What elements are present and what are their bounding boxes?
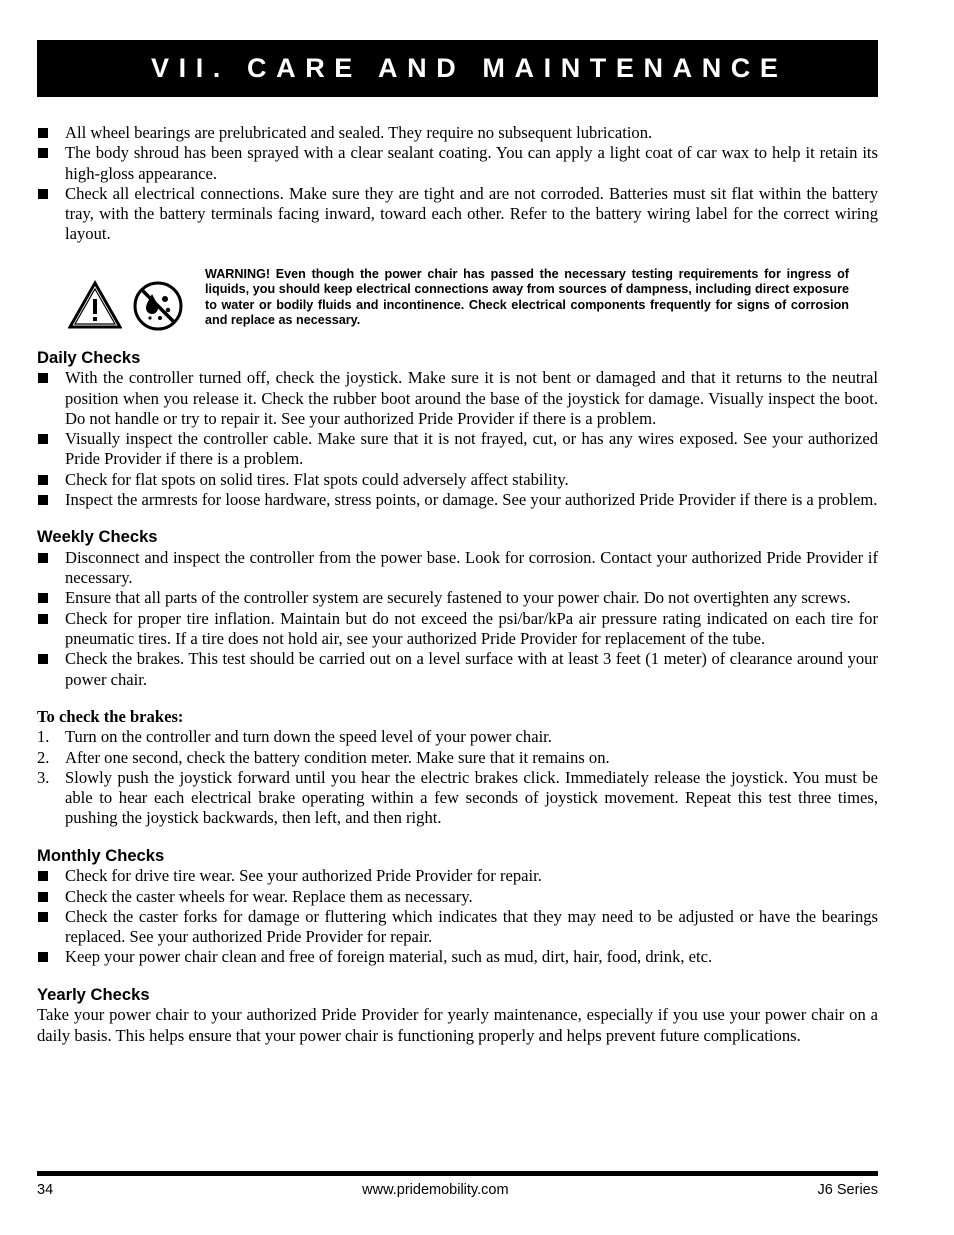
list-item: Check all electrical connections. Make sure they are tight and are not corroded. Batteries must sit flat within the battery tray, with the battery terminals facing inward, toward each other. Refer to the battery wiring label for the correct wiring layout.	[37, 184, 878, 245]
list-item: Keep your power chair clean and free of foreign material, such as mud, dirt, hair, food, drink, etc.	[37, 947, 878, 967]
list-item: Visually inspect the controller cable. Make sure that it is not frayed, cut, or has any wires exposed. See your authorized Pride Provider if there is a problem.	[37, 429, 878, 470]
warning-notice	[37, 267, 878, 332]
warning-text: WARNING! Even though the power chair has passed the necessary testing requirements for ingress of liquids, you should keep electrical connections away from sources of dampness, including direct exposure to water or bodily fluids and incontinence. Check electrical components frequently for signs of corrosion and replace as necessary.	[205, 266, 849, 328]
list-item: Check the caster wheels for wear. Replace them as necessary.	[37, 887, 878, 907]
step-text: Slowly push the joystick forward until you hear the electric brakes click. Immediately release the joystick. You must be able to hear each electrical brake operating within a few seconds of joystick movement. Repeat this test three times, pushing the joystick backwards, then left, and then right.	[65, 767, 878, 828]
monthly-checks-list	[37, 866, 878, 967]
list-item: Ensure that all parts of the controller system are securely fastened to your power chair. Do not overtighten any screws.	[37, 588, 878, 608]
list-item	[37, 768, 878, 829]
monthly-checks-heading: Monthly Checks	[37, 845, 165, 865]
page-footer	[37, 1182, 878, 1198]
step-number: 3.	[37, 767, 50, 787]
warning-triangle-icon	[68, 280, 122, 330]
spacer	[37, 690, 878, 707]
page-content	[37, 123, 878, 1046]
list-item: With the controller turned off, check the joystick. Make sure it is not bent or damaged and that it returns to the neutral position when you release it. Check the rubber boot around the base of the joystick for damage. Visually inspect the boot. Do not handle or try to repair it. See your authorized Pride Provider if there is a problem.	[37, 368, 878, 429]
list-item: Check the brakes. This test should be carried out on a level surface with at least 3 feet (1 meter) of clearance around your power chair.	[37, 649, 878, 690]
list-item: Check for flat spots on solid tires. Flat spots could adversely affect stability.	[37, 470, 878, 490]
brake-check-steps	[37, 727, 878, 828]
daily-checks-list	[37, 368, 878, 510]
list-item: Check for proper tire inflation. Maintain but do not exceed the psi/bar/kPa air pressure rating indicated on each tire for pneumatic tires. If a tire does not hold air, see your authorized Pride Provider for replacement of the tube.	[37, 609, 878, 650]
website-link[interactable]: www.pridemobility.com	[362, 1182, 509, 1198]
step-number: 1.	[37, 727, 50, 747]
weekly-checks-heading: Weekly Checks	[37, 527, 158, 547]
list-item: The body shroud has been sprayed with a clear sealant coating. You can apply a light coat of car wax to help it retain its high-gloss appearance.	[37, 143, 878, 184]
series-name: J6 Series	[817, 1182, 878, 1198]
list-item	[37, 748, 878, 768]
step-text: After one second, check the battery condition meter. Make sure that it remains on.	[65, 747, 610, 767]
footer-rule	[37, 1171, 878, 1176]
list-item: Inspect the armrests for loose hardware, stress points, or damage. See your authorized Pride Provider if there is a problem.	[37, 490, 878, 510]
section-title-banner	[37, 40, 878, 97]
intro-bullet-list	[37, 123, 878, 245]
spacer	[37, 510, 878, 527]
step-number: 2.	[37, 747, 50, 767]
list-item: Check the caster forks for damage or fluttering which indicates that they may need to be adjusted or have the bearings replaced. See your authorized Pride Provider for repair.	[37, 907, 878, 948]
page-number: 34	[37, 1182, 54, 1198]
list-item: All wheel bearings are prelubricated and sealed. They require no subsequent lubrication.	[37, 123, 878, 143]
list-item: Disconnect and inspect the controller from the power base. Look for corrosion. Contact your authorized Pride Provider if necessary.	[37, 548, 878, 589]
spacer	[37, 829, 878, 846]
list-item	[37, 727, 878, 747]
weekly-checks-list	[37, 548, 878, 690]
no-liquids-icon	[132, 280, 184, 332]
spacer	[37, 968, 878, 985]
list-item: Check for drive tire wear. See your authorized Pride Provider for repair.	[37, 866, 878, 886]
yearly-checks-text: Take your power chair to your authorized Pride Provider for yearly maintenance, especially if you use your power chair on a daily basis. This helps ensure that your power chair is functioning properly and helps prevent future complications.	[37, 1005, 878, 1045]
daily-checks-heading: Daily Checks	[37, 347, 141, 367]
warning-icons	[37, 267, 205, 332]
brake-check-heading: To check the brakes:	[37, 706, 184, 726]
yearly-checks-heading: Yearly Checks	[37, 984, 150, 1004]
step-text: Turn on the controller and turn down the speed level of your power chair.	[65, 727, 552, 747]
section-title: VII. CARE AND MAINTENANCE	[151, 53, 788, 83]
